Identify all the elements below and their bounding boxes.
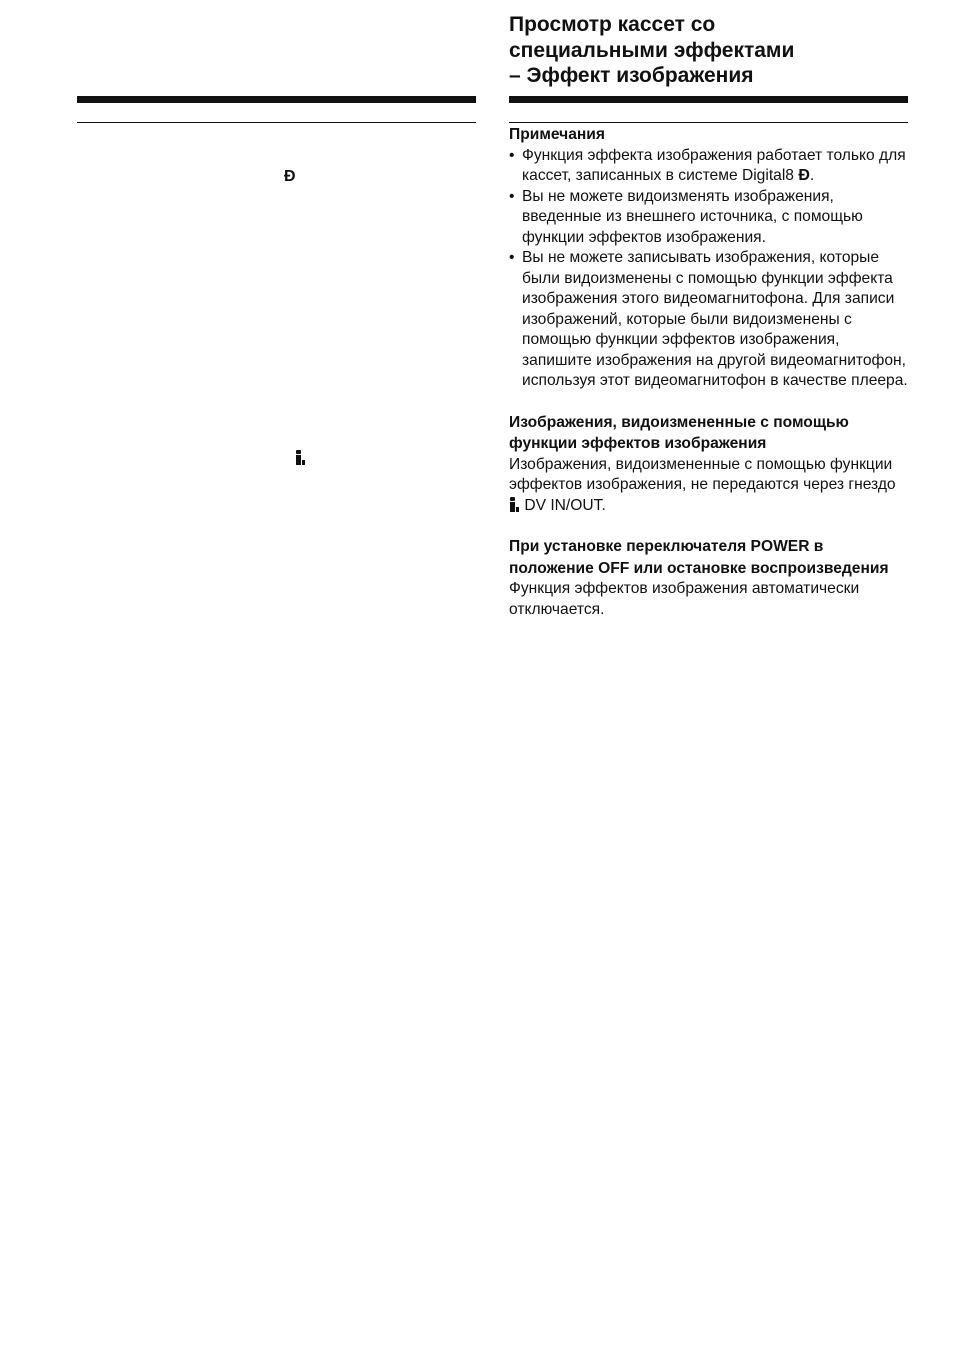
notes-list [509,146,908,392]
digital8-icon: Ð [798,167,807,184]
section-title: При установке переключателя POWER в положение OFF или остановке воспроизведения [509,538,889,577]
left-thin-rule [77,122,476,123]
page-title: Просмотр кассет со специальными эффектами – Эффект изображения [509,13,795,87]
section-body: Функция эффектов изображения автоматически отключается. [509,580,860,618]
left-thick-rule [77,96,476,103]
digital8-icon: Ð [284,168,293,185]
section-title: Изображения, видоизмененные с помощью функции эффектов изображения [509,413,849,452]
content [509,125,908,620]
note-item: • Вы не можете записывать изображения, которые были видоизменены с помощью функции эффекта изображения этого видеомагнитофона. Для записи изображений, которые были видоизменены с помощью функции эффектов изображения, запишите изображения на другой видеомагнитофон, используя этот видеомагнитофон в качестве плеера. [509,248,908,392]
right-thin-rule [509,122,908,123]
i-link-icon [509,497,520,512]
notes-heading: Примечания [509,126,605,143]
note-item: • Вы не можете видоизменять изображения, введенные из внешнего источника, с помощью функции эффектов изображения. [509,187,908,249]
note-item: • Функция эффекта изображения работает только для кассет, записанных в системе Digital8 Ð . [509,146,908,187]
section-body: Изображения, видоизмененные с помощью функции эффектов изображения, не передаются через гнездо DV IN/OUT. [509,455,896,514]
section-power-off [509,536,908,620]
section-dv-output [509,412,908,517]
i-link-icon [295,450,306,465]
right-thick-rule [509,96,908,103]
